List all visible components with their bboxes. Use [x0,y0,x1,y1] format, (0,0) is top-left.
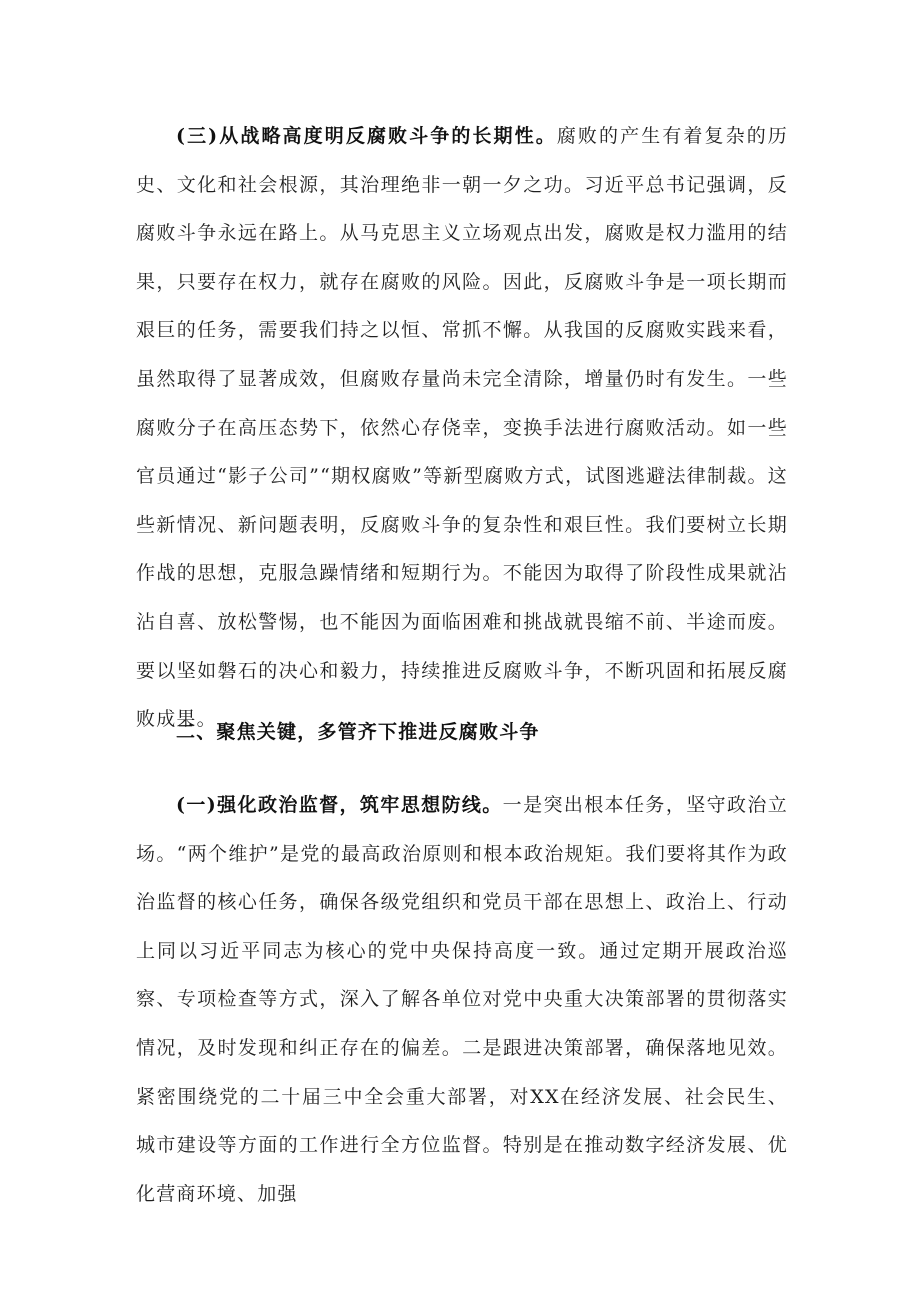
paragraph-political-supervision [136,781,788,1218]
paragraph-body: 腐败的产生有着复杂的历史、文化和社会根源，其治理绝非一朝一夕之功。习近平总书记强调，反腐败斗争永远在路上。从马克思主义立场观点出发，腐败是权力滥用的结果，只要存在权力，就存在腐败的风险。因此，反腐败斗争是一项长期而艰巨的任务，需要我们持之以恒、常抓不懈。从我国的反腐败实践来看，虽然取得了显著成效，但腐败存量尚未完全清除，增量仍时有发生。一些腐败分子在高压态势下，依然心存侥幸，变换手法进行腐败活动。如一些官员通过“影子公司”“期权腐败”等新型腐败方式，试图逃避法律制裁。这些新情况、新问题表明，反腐败斗争的复杂性和艰巨性。我们要树立长期作战的思想，克服急躁情绪和短期行为。不能因为取得了阶段性成果就沾沾自喜、放松警惕，也不能因为面临困难和挑战就畏缩不前、半途而废。要以坚如磐石的决心和毅力，持续推进反腐败斗争，不断巩固和拓展反腐败成果。 [136,125,788,731]
paragraph-lead-bold: (三)从战略高度明反腐败斗争的长期性。 [176,125,557,147]
section-heading [136,708,788,757]
paragraph-lead-bold: (一)强化政治监督，筑牢思想防线。 [176,794,503,816]
paragraph-long-term-struggle [136,112,788,744]
section-heading-text: 二、聚焦关键，多管齐下推进反腐败斗争 [176,721,540,743]
paragraph-body: 一是突出根本任务，坚守政治立场。“两个维护”是党的最高政治原则和根本政治规矩。我们要将其作为政治监督的核心任务，确保各级党组织和党员干部在思想上、政治上、行动上同以习近平同志为核心的党中央保持高度一致。通过定期开展政治巡察、专项检查等方式，深入了解各单位对党中央重大决策部署的贯彻落实情况，及时发现和纠正存在的偏差。二是跟进决策部署，确保落地见效。紧密围绕党的二十届三中全会重大部署，对XX在经济发展、社会民生、城市建设等方面的工作进行全方位监督。特别是在推动数字经济发展、优化营商环境、加强 [136,794,788,1205]
